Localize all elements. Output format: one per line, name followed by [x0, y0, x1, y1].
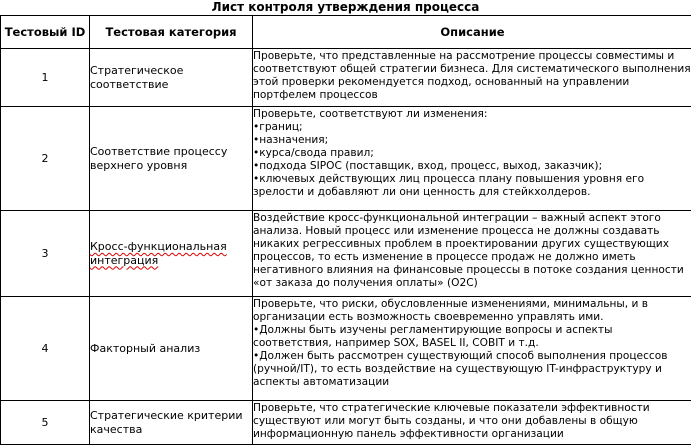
description-text: Проверьте, что представленные на рассмотрение процессы совместимы и соответствуют общей стратегии бизнеса. Для систематического выполнения этой проверки рекомендуется подход, основанный на управлении портфелем процессов [253, 50, 691, 102]
table-row [1, 297, 691, 401]
bullet-item: • ключевых действующих лиц процесса плану повышения уровня его зрелости и добавляют ли они ценность для стейкхолдеров. [253, 173, 691, 199]
bullet-item: • границ; [253, 121, 691, 134]
table-row [1, 401, 691, 445]
test-description [253, 211, 691, 297]
process-approval-table [0, 15, 691, 445]
test-category: Кросс-функциональная интеграция [90, 211, 253, 297]
test-description [253, 107, 691, 211]
bullet-item: • Должен быть рассмотрен существующий способ выполнения процессов (ручной/IT), то есть воздействие на существующую IT-инфраструктуру и аспекты автоматизации [253, 350, 691, 389]
bullet-item: • подхода SIPOC (поставщик, вход, процесс, выход, заказчик); [253, 160, 691, 173]
table-row [1, 49, 691, 107]
header-test-id: Тестовый ID [1, 16, 90, 49]
test-id: 2 [1, 107, 90, 211]
test-category: Соответствие процессу верхнего уровня [90, 107, 253, 211]
test-id: 1 [1, 49, 90, 107]
bullet-item: • Должны быть изучены регламентирующие вопросы и аспекты соответствия, например SOX, BASEL II, COBIT и т.д. [253, 324, 691, 350]
header-test-category: Тестовая категория [90, 16, 253, 49]
header-description: Описание [253, 16, 691, 49]
test-category: Стратегическое соответствие [90, 49, 253, 107]
description-intro: Проверьте, соответствуют ли изменения: [253, 108, 691, 121]
test-description [253, 401, 691, 445]
test-id: 4 [1, 297, 90, 401]
bullet-item: • курса/свода правил; [253, 147, 691, 160]
table-row [1, 211, 691, 297]
test-description [253, 297, 691, 401]
description-intro: Проверьте, что риски, обусловленные изменениями, минимальны, и в организации есть возможность своевременно управлять ими. [253, 298, 691, 324]
table-row [1, 107, 691, 211]
description-text: Проверьте, что стратегические ключевые показатели эффективности существуют или могут быть созданы, и что они добавлены в общую информационную панель эффективности организации [253, 402, 691, 441]
test-category: Факторный анализ [90, 297, 253, 401]
test-description [253, 49, 691, 107]
test-id: 5 [1, 401, 90, 445]
page-title: Лист контроля утверждения процесса [0, 0, 691, 14]
test-category: Стратегические критерии качества [90, 401, 253, 445]
description-text: Воздействие кросс-функциональной интеграции – важный аспект этого анализа. Новый процесс или изменение процесса не должны создавать никаких регрессивных проблем в проектировании других существующих процессов, то есть изменение в процессе продаж не должно иметь негативного влияния на финансовые процессы в потоке создания ценности «от заказа до получения оплаты» (O2C) [253, 212, 691, 290]
header-row [1, 16, 691, 49]
bullet-item: • назначения; [253, 134, 691, 147]
test-id: 3 [1, 211, 90, 297]
